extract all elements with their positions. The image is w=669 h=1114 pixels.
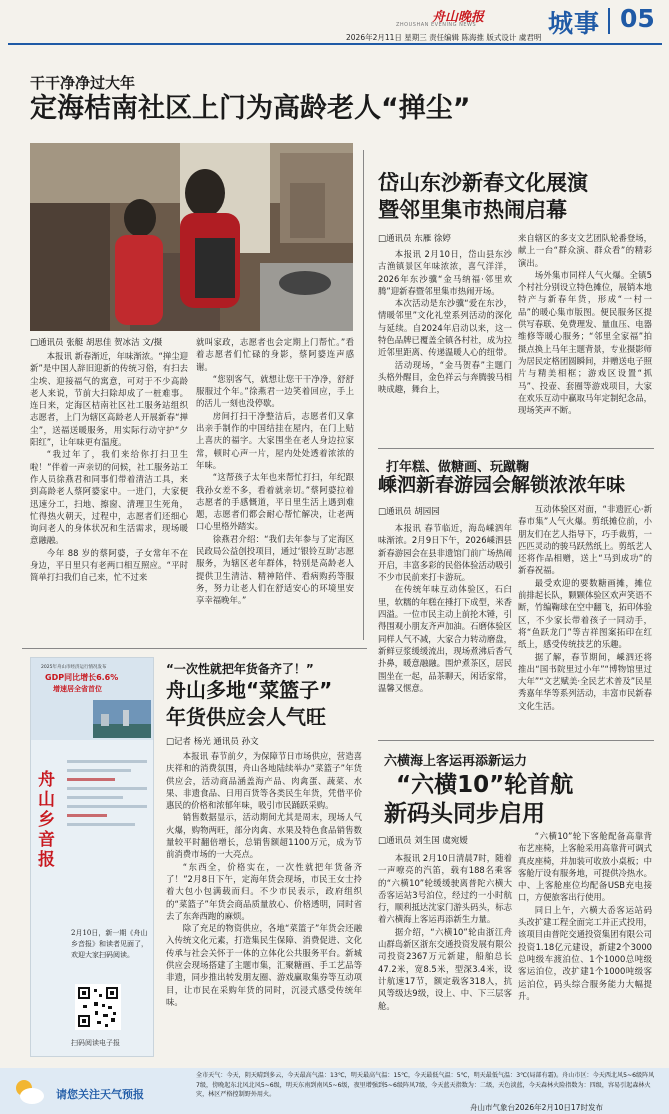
ad-gdp-sub: 增速居全省首位	[53, 685, 102, 693]
story4-para: 除了充足的物资供应，各地“菜篮子”年货会还融入传统文化元素，打造集民生保障、消费促进、文化传承与社会关怀于一体的立体化公共服务平台。新城供应会现场搭建了主题市集，汇聚糖画、手工艺品等非遗，同步推出转发朋友圈、游戏赢取集券等互动项目，让市民在采购年货的同时，沉浸式感受传统年味。	[166, 923, 362, 1007]
story3-para: 据了解，春节期间，嵊泗还将推出“国书院里过小年”“博物馆里过大年”“文艺赋美·全民艺术普及”民星秀嘉年华等系列活动，丰富市民新春文化生活。	[518, 651, 652, 711]
story3-para: 本报讯 春节临近，海岛嵊泗年味渐浓。2月9日下午，2026嵊泗县新春游园会在县非遗馆门前广场热闹开启，丰富多彩的民俗体验活动吸引不少市民前来打卡游玩。	[378, 523, 512, 583]
story2-para: 本报讯 2月10日，岱山县东沙古渔镇景区年味浓浓，喜气洋洋，2026年东沙骥“金马纳福·邻里欢腾”迎新春暨邻里集市热闹开场。	[378, 249, 512, 296]
newspaper-logo: 舟山晚报	[432, 10, 485, 25]
ad-note: 2月10日，新一期《舟山乡音报》和读者见面了，欢迎大家扫码阅读。	[71, 929, 148, 959]
story4-para: 销售数据显示，活动期间尤其是周末，现场人气火爆，购物两旺，部分肉禽、水果及特色食品销售数量较平时翻倍增长，总销售额超1100万元，成为节前消费市场的一大亮点。	[166, 812, 362, 860]
ad-block	[30, 657, 154, 1057]
story5-headline-line1: “六横10”轮首航	[396, 772, 574, 798]
story2-para: 本次活动是东沙骥“爱在东沙，情暖邻里”文化礼堂系列活动的深化与延续。自2024年启动以来，这一特色品牌已覆盖全镇各村社，成为拉近邻里距离、传递温暖人心的纽带。	[378, 298, 512, 358]
story1-para: “这帮孩子太年也来帮忙打扫，年纪跟我孙女差不多，看着就亲切。”蔡阿婆拉着志愿者的手感慨道，平日里生活上遇到难题，志愿者们都会耐心帮忙解决，让老两口心里格外踏实。	[196, 472, 354, 532]
header-rule	[8, 43, 662, 45]
story2-para: 场外集市同样人气火爆。全镇5个村社分别设立特色摊位，展销本地特产与新春年货，形成“一村一品”的暖心集市版图。便民服务区提供写春联、免费理发、量血压、电器维修等暖心服务；“邻里全家福”拍摄点换上马年主题背景，专业摄影师为居民定格团圆瞬间，并赠送电子照片与精美相框；游戏区设置“抓马”、投壶、套圈等游戏项目，大家在欢乐互动中赢取马年定制纪念品，现场笑声不断。	[518, 269, 652, 416]
story3-para: 在传统年味互动体验区，石臼里，软糯的年糕在捶打下成型，米香四溢。一位市民主动上前抡木锤，引得围观小朋友齐声加油。石磨体验区同样人气不减，大家合力转动磨盘，新鲜豆浆缓缓流出，现场煮沸后香气扑鼻，暖意融融。围炉煮茶区，居民围坐在一起，品茶聊天，闲话家常，温馨又惬意。	[378, 584, 512, 693]
story3-kicker: 打年糕、做糖画、玩蹴鞠	[386, 460, 530, 475]
story1-col1	[30, 350, 188, 640]
issue-info: 2026年2月11日 星期三 责任编辑 陈海推 版式设计 虞君明	[346, 33, 542, 42]
weather-bar	[0, 1068, 669, 1114]
section-divider	[608, 8, 610, 34]
story1-para: 徐燕君介绍：“我们去年参与了定海区民政局公益创投项目，通过‘银铃互助’志愿服务，为辖区老年群体，特别是高龄老人提供卫生清洁、精神陪伴、看病购药等服务，努力让老人们在舒适安心的环境里安享幸福晚年。”	[196, 533, 354, 606]
story4-kicker: “一次性就把年货备齐了！”	[166, 662, 314, 676]
story3-col1	[378, 522, 512, 734]
story2-headline-line1: 岱山东沙新春文化展演	[378, 171, 588, 195]
ad-qr-code[interactable]	[75, 984, 121, 1030]
story1-headline: 定海桔南社区上门为高龄老人“掸尘”	[30, 93, 471, 124]
story5-headline-line2: 新码头同步启用	[384, 801, 545, 827]
story4-headline-line2: 年货供应会人气旺	[166, 705, 326, 729]
story5-byline: □通讯员 刘生国 虞宛嫒	[378, 836, 468, 846]
weather-label: 请您关注天气预报	[56, 1088, 144, 1101]
story2-para: 来自辖区的多支文艺团队轮番登场，献上一台“群众演、群众看”的精彩演出。	[518, 233, 652, 268]
story3-col2	[518, 503, 652, 734]
story1-para: “我过年了，我们来给你打扫卫生啦！”伴着一声亲切的问候，社工服务站工作人员徐燕君和同事们带着清洁工具，来到高龄老人蔡阿婆家中。一进门，大家便迅速分工，扫地、擦窗、清理卫生死角，忙得热火朝天，过程中，志愿者们还细心询问老人的身体状况和生活需求，现场暖意融融。	[30, 449, 188, 546]
story5-kicker: 六横海上客运再添新运力	[384, 754, 528, 769]
story1-para: 本报讯 新春渐近，年味渐浓。“掸尘迎新”是中国人辞旧迎新的传统习俗，有扫去尘埃、迎接福气的寓意，可对于不少高龄老人来说，节前大扫除却成了一桩难事。连日来，定海区桔南社区社工服务站组织志愿者，上门为辖区高龄老人开展新春“掸尘”，送福送暖服务，用实际行动守护“夕阳红”，让年味更有温度。	[30, 351, 188, 448]
story5-col1	[378, 852, 512, 1062]
story5-col2	[518, 830, 652, 1062]
story1-para: 就叫家政，志愿者也会定期上门帮忙。”看着志愿者们忙碌的身影，蔡阿婆连声感谢。	[196, 337, 354, 372]
story2-byline: □通讯员 东雁 徐婷	[378, 234, 451, 244]
story2-para: 活动现场，“金马贺春”主题门头格外醒目，金色祥云与奔腾骏马相映成趣，舞台上，	[378, 359, 512, 395]
story5-para: 同日上午，六横大岙客运站码头改扩建工程全面完工并正式投用，该项目由普陀交通投资集团有限公司投资1.18亿元建设，新建2个3000总吨级车渡泊位、1个1000总吨级客运泊位，改扩建1个1000吨级客运泊位，码头综合服务能力大幅提升。	[518, 904, 652, 1001]
story2-col1	[378, 248, 512, 444]
column-divider	[363, 150, 364, 640]
ad-gdp: GDP同比增长6.6%	[45, 673, 119, 682]
page-number: 05	[620, 4, 655, 33]
story5-para: 本报讯 2月10日清晨7时，随着一声嘹亮的汽笛，载有188名乘客的“六横10”轮缓缓驶离普陀六横大岙客运站3号泊位，经过约一小时航行，顺利抵达沈家门游头码头，标志着六横海上客运再添新生力量。	[378, 853, 512, 925]
story1-para: 房间打扫干净整洁后，志愿者们又拿出亲手制作的中国结挂在屋内，在门上贴上喜庆的福字。大家围坐在老人身边拉家常，顿时心声一片，屋内处处透着浓浓的年味。	[196, 410, 354, 470]
masthead	[0, 0, 669, 44]
story3-para: 互动体验区对面，“非遗匠心·新春市集”人气火爆。剪纸摊位前，小朋友们在艺人指导下，巧手裁剪，一匹匹灵动的骏马跃然纸上。剪纸艺人还将作品相赠，送上“马到成功”的新春祝福。	[518, 504, 652, 576]
newspaper-english-name: ZHOUSHAN EVENING NEWS	[396, 22, 477, 28]
section-divider-rule	[22, 648, 367, 649]
section-title: 城事	[548, 9, 601, 38]
section-divider-rule	[378, 740, 654, 741]
ad-photo	[93, 700, 151, 738]
story3-byline: □通讯员 胡园园	[378, 507, 440, 517]
story4-para: “东西全，价格实在，一次性就把年货备齐了！”2月8日下午，定海年货会现场，市民王女士拎着大包小包满载而归。不少市民表示，政府组织的“菜篮子”年货会商品质量放心、价格透明，同时省去了东奔西跑的麻烦。	[166, 861, 362, 921]
ad-content-lines	[67, 754, 147, 909]
story3-para: 最受欢迎的要数糖画摊，摊位前排起长队，颗颗体验区欢声笑语不断，竹编鞠球在空中翻飞，拓印体验区，不少家长带着孩子一同动手，将“鱼跃龙门”等吉祥图案拓印在红纸上，感受传统技艺的乐趣。	[518, 577, 652, 650]
ad-header	[31, 658, 153, 740]
story1-para: “您别客气，就想让您干干净净，舒舒服服过个年。”徐燕君一边笑着回应，手上的活儿一刻也没停歇。	[196, 373, 354, 409]
story1-kicker: 干干净净过大年	[30, 74, 136, 92]
story1-byline: □通讯员 张艇 胡思佳 贺冰洁 文/摄	[30, 338, 163, 348]
weather-text: 全市天气：今天，阴天晴到多云，今天最高气温：13℃，明天最高气温：15℃，今天最低气温：5℃，明天最低气温：3℃(局部有霜)。舟山市区：今天西北风5~6级阵风7级，傍晚起东北风北风5~6级，明天东南到南风5~6级，夜里增强到5~6级阵风7级，今天蓝天指数为：二级，天色淡蓝，今天森林火险指数为：四级，容易引起森林火灾，林区严格控制野外用火。	[196, 1072, 655, 1098]
ad-vertical-title: 舟山乡音报	[34, 770, 54, 870]
story4-headline-line1: 舟山多地“菜篮子”	[166, 678, 333, 702]
story1-para: 今年 88 岁的蔡阿婆，子女常年不在身边，平日里只有老两口相互照应。“平时简单打扫我们自己来，忙不过来	[30, 547, 188, 583]
story4-body	[166, 750, 362, 1062]
story5-para: “六横10”轮下客舱配备高靠背布艺座椅，上客舱采用高靠背可调式真皮座椅，并加装可收放小桌板；中客舱厅设有服务地，可提供冷热水。中、上客舱座位均配备USB充电接口，方便旅客出行使用。	[518, 831, 652, 903]
story5-para: 据介绍，“六横10”轮由浙江舟山群岛新区浙东交通投资发展有限公司投资2367万元新建，船舶总长47.2米，宽8.5米，型深3.4米，设计航速17节，额定载客318人，抗风等级达9级，设上、中、下三层客舱。	[378, 926, 512, 1011]
ad-banner-text: 2025年舟山市经济运行情况发布	[41, 665, 107, 670]
weather-footer: 舟山市气象台2026年2月10日17时发布	[470, 1103, 603, 1112]
story2-headline-line2: 暨邻里集市热闹启幕	[378, 198, 567, 222]
weather-sun-icon	[10, 1074, 46, 1108]
story2-col2	[518, 232, 652, 444]
story4-para: 本报讯 春节前夕，为保障节日市场供应，营造喜庆祥和的消费氛围，舟山各地陆续举办“菜篮子”年货供应会，活动商品涵盖海产品、肉禽蛋、蔬菜、水果、非遗食品、日用百货等各类民生年货，凭借平价惠民的价格和浓郁年味，吸引市民踊跃采购。	[166, 751, 362, 811]
story1-col2	[196, 336, 354, 640]
section-divider-rule	[378, 448, 654, 449]
ad-qr-caption: 扫码阅读电子报	[71, 1039, 120, 1047]
story3-headline: 嵊泗新春游园会解锁浓浓年味	[378, 474, 626, 496]
story4-byline: □记者 杨光 通讯员 孙文	[166, 737, 259, 747]
story1-photo	[30, 143, 353, 331]
